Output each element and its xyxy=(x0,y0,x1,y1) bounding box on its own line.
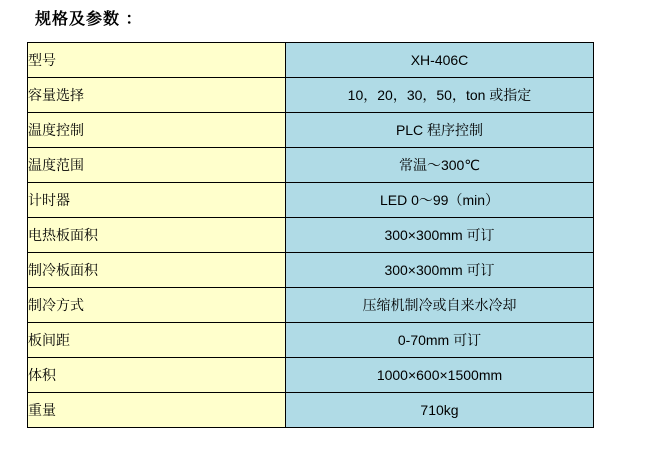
spec-label: 板间距 xyxy=(28,323,286,358)
spec-value: 常温～300℃ xyxy=(286,148,594,183)
spec-value: 300×300mm 可订 xyxy=(286,253,594,288)
spec-value: LED 0～99（min） xyxy=(286,183,594,218)
page-title: 规格及参数 ： xyxy=(35,11,143,28)
table-row xyxy=(28,218,594,253)
spec-label: 温度控制 xyxy=(28,113,286,148)
spec-label: 制冷方式 xyxy=(28,288,286,323)
table-row xyxy=(28,43,594,78)
spec-label: 电热板面积 xyxy=(28,218,286,253)
spec-value: 10，20，30，50，ton 或指定 xyxy=(286,78,594,113)
spec-value: 1000×600×1500mm xyxy=(286,358,594,393)
spec-label: 容量选择 xyxy=(28,78,286,113)
spec-value: PLC 程序控制 xyxy=(286,113,594,148)
table-row xyxy=(28,148,594,183)
table-row xyxy=(28,253,594,288)
table-row xyxy=(28,323,594,358)
spec-label: 制冷板面积 xyxy=(28,253,286,288)
table-row xyxy=(28,288,594,323)
table-row xyxy=(28,78,594,113)
spec-table-body xyxy=(28,43,594,428)
spec-value: 710kg xyxy=(286,393,594,428)
spec-value: 300×300mm 可订 xyxy=(286,218,594,253)
spec-table xyxy=(27,42,594,428)
table-row xyxy=(28,393,594,428)
spec-label: 计时器 xyxy=(28,183,286,218)
spec-value: 压缩机制冷或自来水冷却 xyxy=(286,288,594,323)
table-row xyxy=(28,358,594,393)
table-row xyxy=(28,113,594,148)
spec-label: 型号 xyxy=(28,43,286,78)
spec-label: 体积 xyxy=(28,358,286,393)
spec-value: 0-70mm 可订 xyxy=(286,323,594,358)
spec-value: XH-406C xyxy=(286,43,594,78)
table-row xyxy=(28,183,594,218)
spec-label: 重量 xyxy=(28,393,286,428)
spec-label: 温度范围 xyxy=(28,148,286,183)
